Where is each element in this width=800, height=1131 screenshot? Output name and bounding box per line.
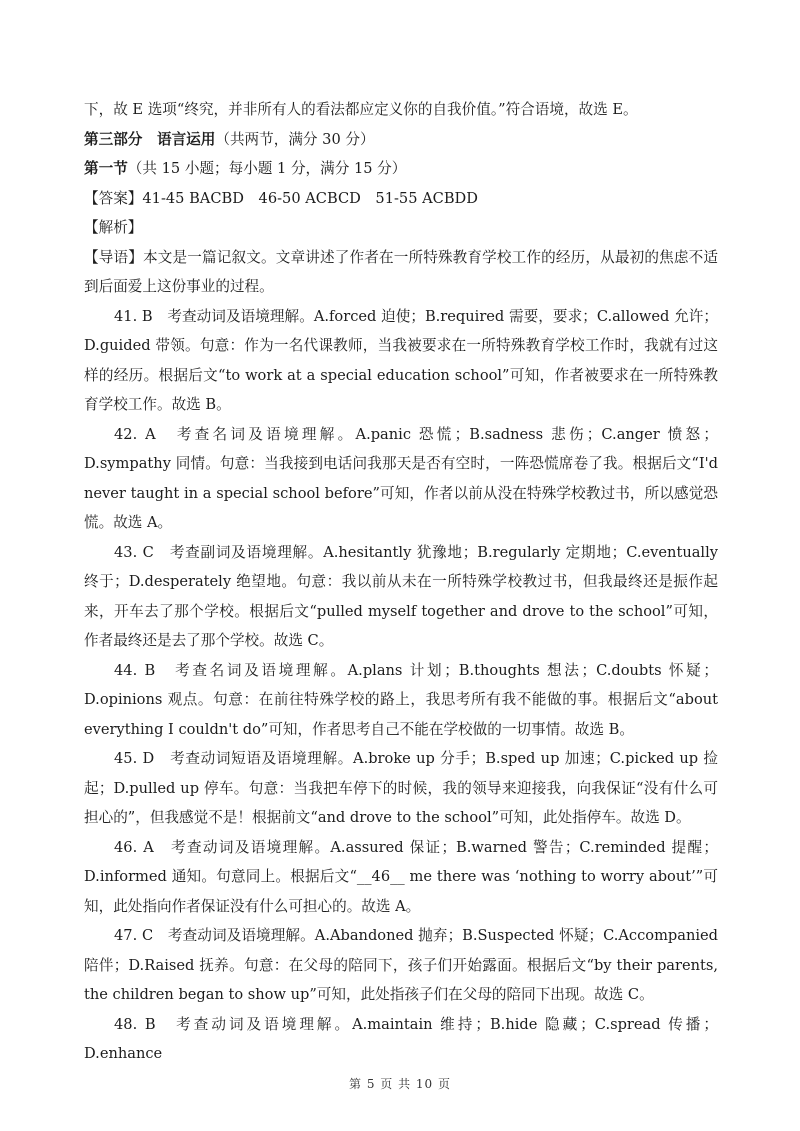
- page-content: [84, 95, 718, 1069]
- answer-line: 【答案】41-45 BACBD 46-50 ACBCD 51-55 ACBDD: [84, 189, 478, 207]
- item-44: 44. B 考查名词及语境理解。A.plans 计划；B.thoughts 想法；C.doubts 怀疑；D.opinions 观点。句意：在前往特殊学校的路上，我思考所有我不能做的事。根据后文“about everything I couldn't do”可知，作者思考自己不能在学校做的一切事情。故选 B。: [84, 661, 718, 738]
- analysis-label: 【解析】: [84, 219, 143, 236]
- item-42: 42. A 考查名词及语境理解。A.panic 恐慌；B.sadness 悲伤；C.anger 愤怒；D.sympathy 同情。句意：当我接到电话问我那天是否有空时，一阵恐慌席卷了我。根据后文“I'd never taught in a special school before”可知，作者以前从没在特殊学校教过书，所以感觉恐慌。故选 A。: [84, 425, 718, 531]
- subsection-heading: [84, 154, 718, 184]
- section-heading: [84, 125, 718, 155]
- part-title: 第三部分 语言运用: [84, 130, 216, 148]
- sub-note: （共 15 小题；每小题 1 分，满分 15 分）: [127, 160, 407, 177]
- item-43: 43. C 考查副词及语境理解。A.hesitantly 犹豫地；B.regularly 定期地；C.eventually 终于；D.desperately 绝望地。句意：我以前从未在一所特殊学校教过书，但我最终还是振作起来，开车去了那个学校。根据后文“pulled myself together and drove to the school”可知，作者最终还是去了那个学校。故选 C。: [84, 543, 718, 649]
- intro-line: 下，故 E 选项“终究，并非所有人的看法都应定义你的自我价值。”符合语境，故选 E。: [84, 101, 638, 118]
- part-note: （共两节，满分 30 分）: [215, 130, 375, 148]
- item-48: 48. B 考查动词及语境理解。A.maintain 维持；B.hide 隐藏；C.spread 传播；D.enhance: [84, 1015, 718, 1062]
- sub-title: 第一节: [84, 160, 128, 177]
- item-46: 46. A 考查动词及语境理解。A.assured 保证；B.warned 警告；C.reminded 提醒；D.informed 通知。句意同上。根据后文“__46__ me there was ‘nothing to worry about’”可知，此处指向作者保证没有什么可担心的。故选 A。: [84, 838, 718, 915]
- item-45: 45. D 考查动词短语及语境理解。A.broke up 分手；B.sped up 加速；C.picked up 捡起；D.pulled up 停车。句意：当我把车停下的时候，我的领导来迎接我，向我保证“没有什么可担心的”，但我感觉不是！根据前文“and drove to the school”可知，此处指停车。故选 D。: [84, 750, 718, 826]
- guide-paragraph: 【导语】本文是一篇记叙文。文章讲述了作者在一所特殊教育学校工作的经历，从最初的焦虑不适到后面爱上这份事业的过程。: [84, 248, 718, 295]
- item-41: 41. B 考查动词及语境理解。A.forced 迫使；B.required 需要，要求；C.allowed 允许；D.guided 带领。句意：作为一名代课教师，当我被要求在一所特殊教育学校工作时，我就有过这样的经历。根据后文“to work at a special education school”可知，作者被要求在一所特殊教育学校工作。故选 B。: [84, 307, 718, 413]
- item-47: 47. C 考查动词及语境理解。A.Abandoned 抛弃；B.Suspected 怀疑；C.Accompanied 陪伴；D.Raised 抚养。句意：在父母的陪同下，孩子们开始露面。根据后文“by their parents, the children began to show up”可知，此处指孩子们在父母的陪同下出现。故选 C。: [84, 927, 718, 1003]
- page-footer: 第 5 页 共 10 页: [349, 1077, 451, 1091]
